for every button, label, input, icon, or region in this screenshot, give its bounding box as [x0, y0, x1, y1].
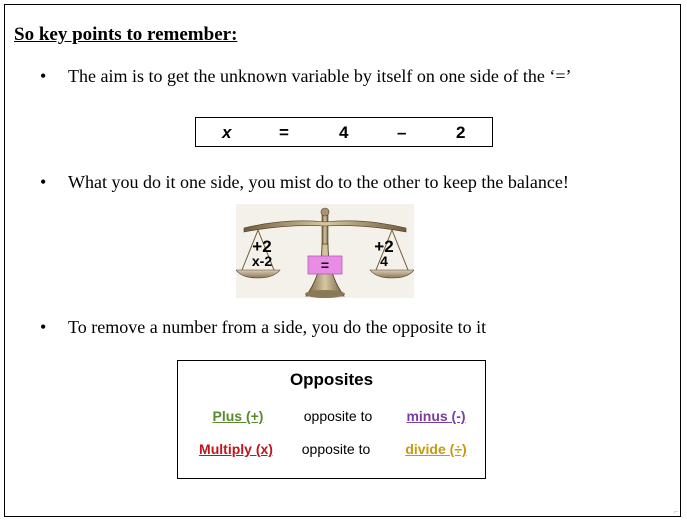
corner-mark: ⌐ [674, 508, 678, 516]
scale-center-label: = [320, 257, 330, 273]
equation-value-a: 4 [339, 123, 349, 142]
equation-value-b: 2 [456, 123, 466, 142]
bullet-text: The aim is to get the unknown variable by itself on one side of the ‘=’ [68, 66, 572, 86]
bullet-dot: • [40, 317, 47, 337]
equation-box [195, 117, 493, 147]
opposites-plus: Plus (+) [212, 408, 264, 424]
scale-right-bottom: 4 [380, 253, 388, 269]
opposites-multiply: Multiply (x) [199, 441, 273, 457]
opposites-relation: opposite to [301, 441, 371, 457]
opposites-minus: minus (-) [406, 408, 466, 424]
scale-left-bottom: x-2 [251, 253, 273, 269]
bullet-text: What you do it one side, you mist do to the other to keep the balance! [68, 172, 569, 192]
equation-variable: x [222, 123, 232, 142]
bullet-dot: • [40, 172, 47, 192]
equation-equals: = [279, 123, 289, 142]
page-heading: So key points to remember: [14, 24, 238, 45]
opposites-title: Opposites [289, 370, 374, 389]
opposites-divide: divide (÷) [405, 441, 467, 457]
scale-left-top: +2 [252, 237, 272, 256]
scale-right-top: +2 [374, 237, 394, 256]
bullet-dot: • [40, 66, 47, 86]
bullet-text: To remove a number from a side, you do the opposite to it [68, 317, 487, 337]
balance-scale-image [236, 204, 414, 298]
opposites-relation: opposite to [303, 408, 373, 424]
opposites-box [177, 360, 486, 479]
equation-operator: – [397, 123, 407, 142]
